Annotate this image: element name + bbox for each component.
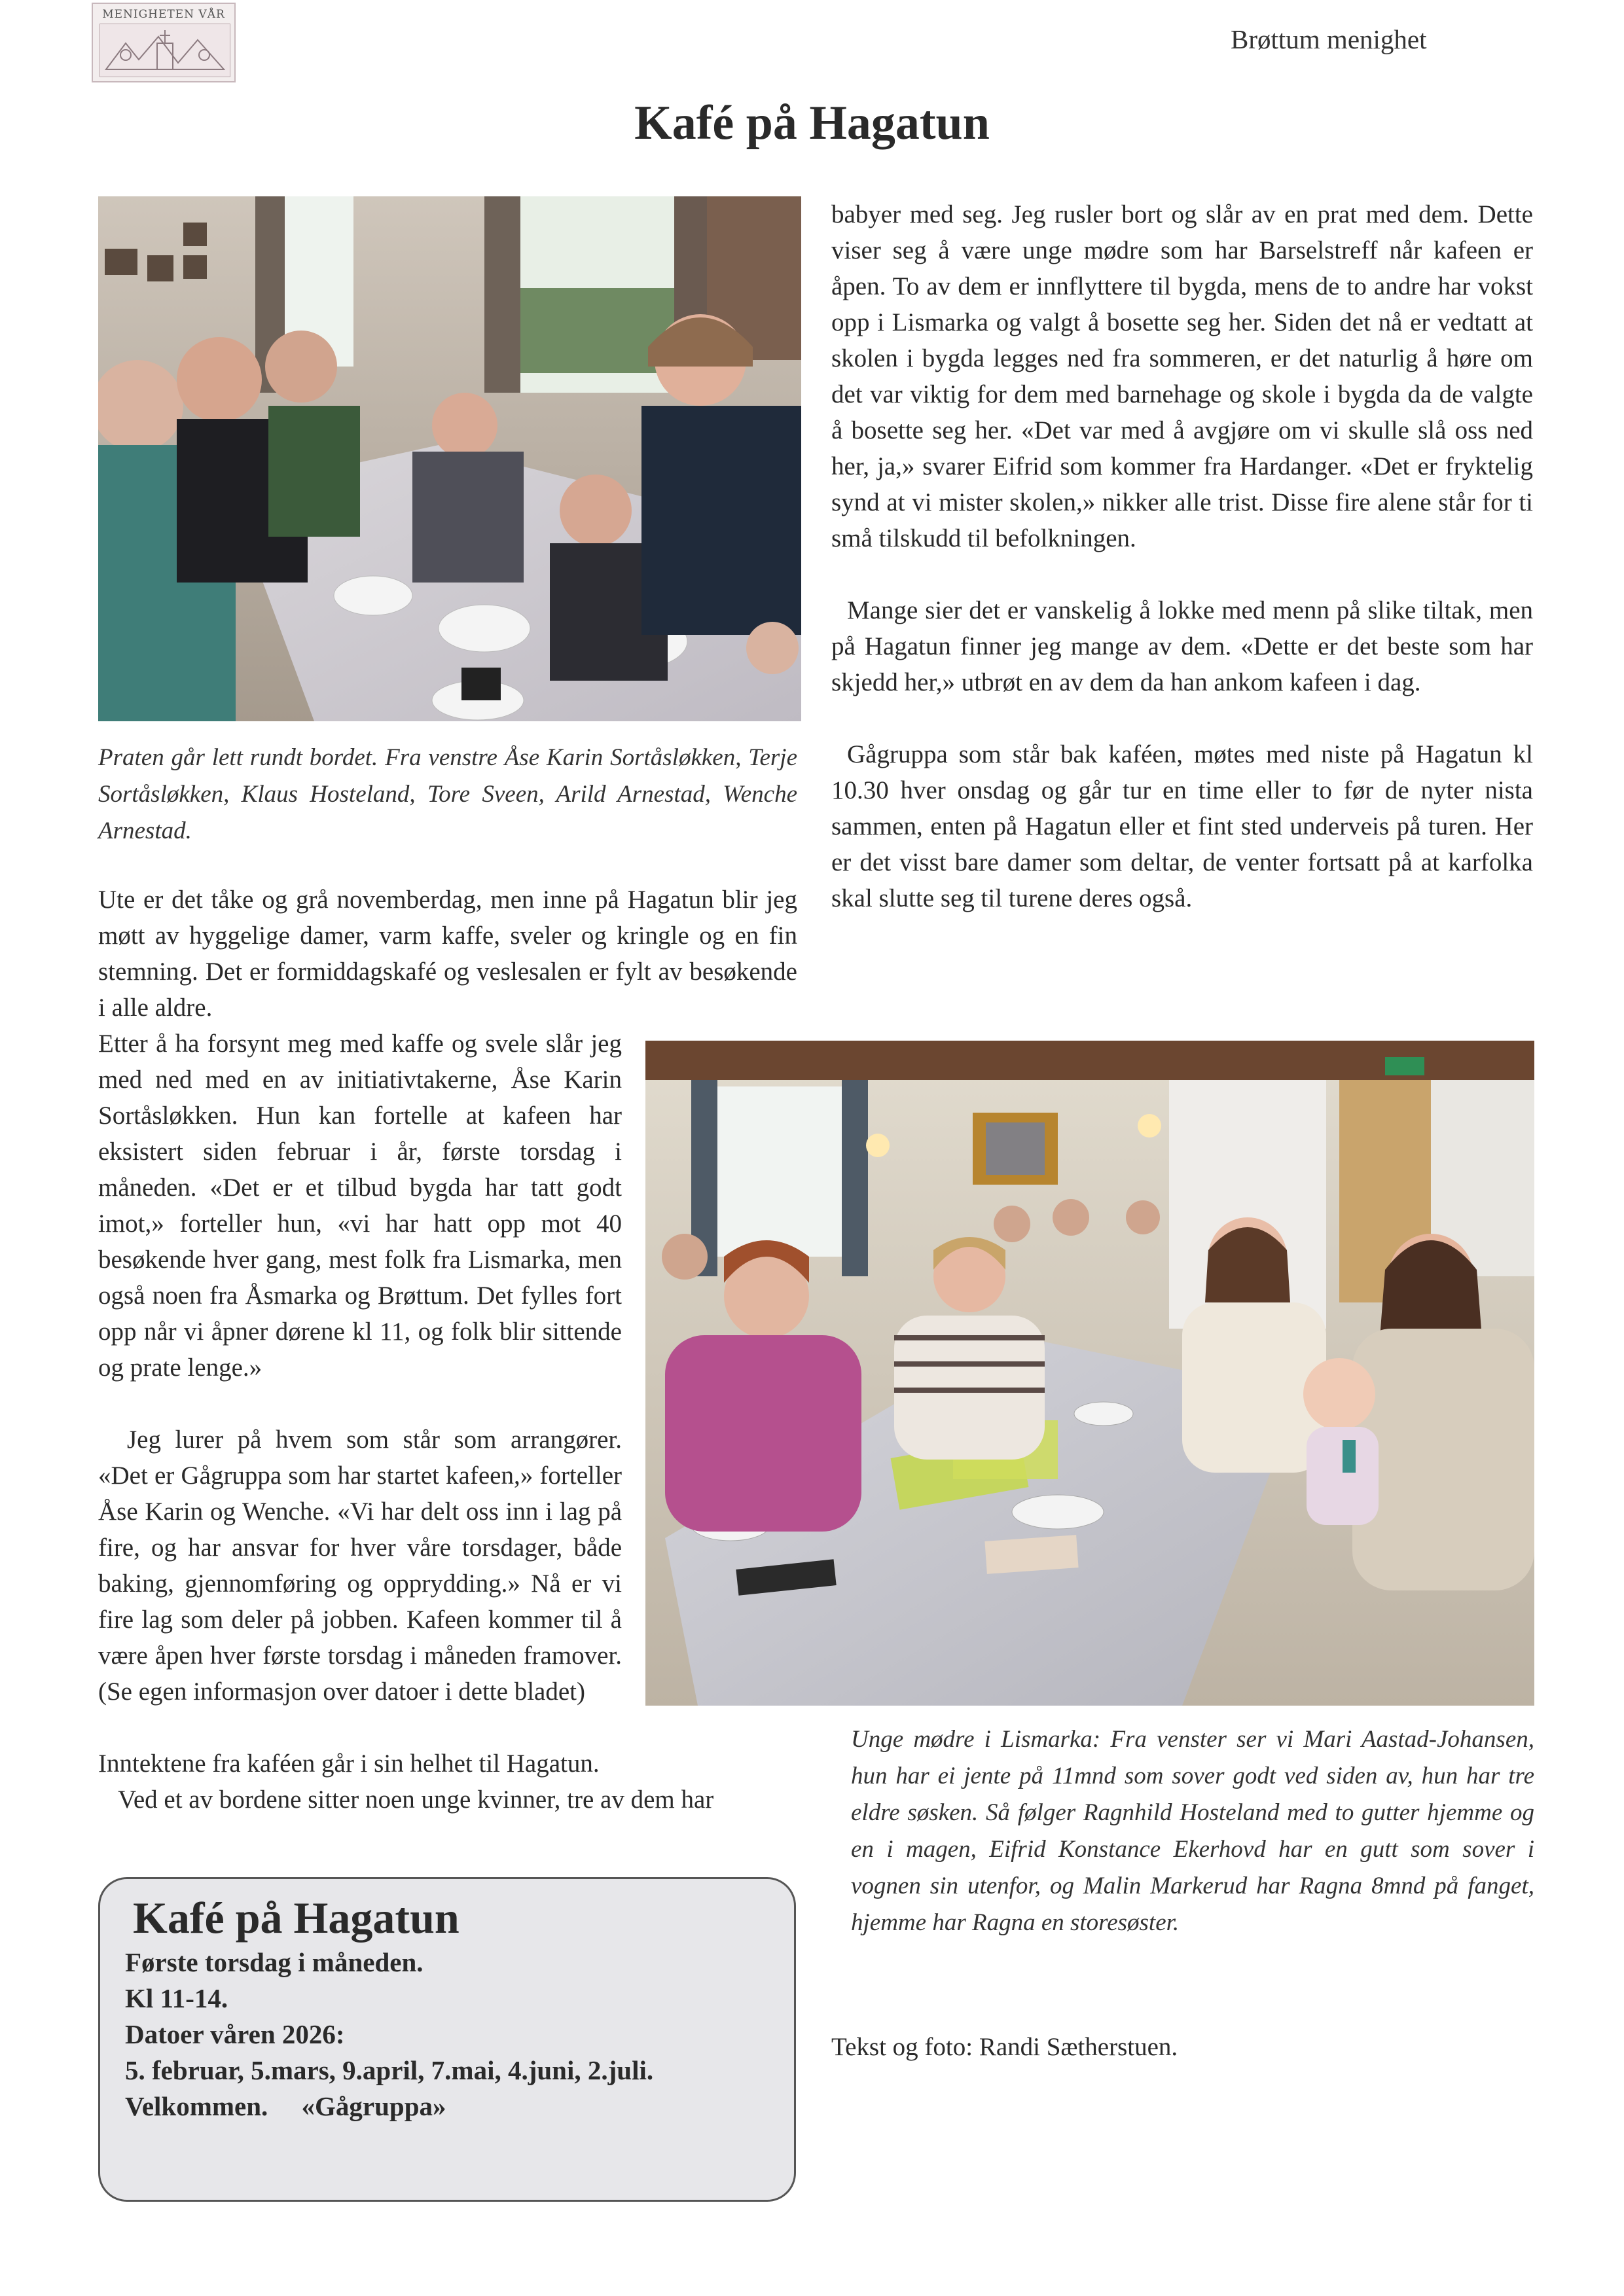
cafe-info-box xyxy=(98,1877,796,2202)
left-paragraph-2: Jeg lurer på hvem som står som arrangører. «Det er Gågruppa som har startet kafeen,» forteller Åse Karin og Wenche. «Vi har delt oss inn i lag på fire, og har ansvar for hver våre torsdager, både baking, gjennomføring og opprydding.» Nå er vi fire lag som deler på jobben. Kafeen kommer til å være åpen hver første torsdag i måneden framover. (Se egen informasjon over datoer i dette bladet) xyxy=(98,1426,622,1706)
info-line-dates-heading: Datoer våren 2026: xyxy=(125,2019,345,2049)
info-box-title: Kafé på Hagatun xyxy=(133,1893,460,1943)
parish-name: Brøttum menighet xyxy=(1231,24,1427,54)
photo2-caption: Unge mødre i Lismarka: Fra venster ser vi Mari Aastad-Johansen, hun har ei jente på 11mnd som sover godt ved siden av, hun har tre eldre søsken. Så følger Ragnhild Hosteland med to gutter hjemme og en i magen, Eifrid Konstance Ekerhovd har en gutt som sover i vognen sin utenfor, og Malin Markerud har Ragna 8mnd på fanget, hjemme har Ragna en storesøster. xyxy=(851,1726,1534,1936)
photo-cafe-table-image xyxy=(98,196,801,721)
photo-cafe-table xyxy=(98,196,801,721)
logo-text: MENIGHETEN VÅR xyxy=(102,8,225,21)
left-paragraph-1a: Ute er det tåke og grå novemberdag, men inne på Hagatun blir jeg møtt av hyggelige damer, varm kaffe, sveler og kringle og en fin stemning. Det er formiddagskafé og veslesalen er fylt av besøkende i alle aldre. xyxy=(98,886,797,1022)
right-paragraph-3: Gågruppa som står bak kaféen, møtes med niste på Hagatun kl 10.30 hver onsdag og går tur en time eller to før de nyter nista sammen, enten på Hagatun eller et fint sted underveis på turen. Her er det visst bare damer som deltar, de venter fortsatt på at karfolka skal slutte seg til turene deres også. xyxy=(831,740,1533,912)
publication-logo xyxy=(92,3,236,82)
logo-illustration xyxy=(99,24,230,77)
left-paragraph-2-end: Inntektene fra kaféen går i sin helhet til Hagatun. xyxy=(98,1749,600,1778)
photo-young-mothers xyxy=(645,1041,1534,1706)
left-paragraph-1b: Etter å ha forsynt meg med kaffe og svele slår jeg med ned med en av initiativtakerne, Åse Karin Sortåsløkken. Hun kan fortelle at kafeen har eksistert siden februar i år, første torsdag i måneden. «Det er et tilbud bygda har tatt godt imot,» forteller hun, «vi har hatt opp mot 40 besøkende hver gang, mest folk fra Lismarka, men også noen fra Åsmarka og Brøttum. Det fylles fort opp når vi åpner dørene kl 11, og folk blir sittende og prate lenge.» xyxy=(98,1030,622,1382)
photo1-caption: Praten går lett rundt bordet. Fra venstre Åse Karin Sortåsløkken, Terje Sortåsløkken, Klaus Hosteland, Tore Sveen, Arild Arnestad, Wenche Arnestad. xyxy=(98,744,797,844)
info-line-dates: 5. februar, 5.mars, 9.april, 7.mai, 4.juni, 2.juli. xyxy=(125,2055,654,2085)
info-line-hours: Kl 11-14. xyxy=(125,1983,228,2013)
right-paragraph-1: babyer med seg. Jeg rusler bort og slår av en prat med dem. Dette viser seg å være unge mødre som har Barselstreff når kafeen er åpen. To av dem er innflyttere til bygda, mens de to andre har vokst opp i Lismarka og valgt å bosette seg her. Siden det nå er vedtatt at skolen i bygda legges ned fra sommeren, er det naturlig å høre om det var viktig for dem med barnehage og skole i bygda da de valgte å bosette seg her. «Det var med å avgjøre om vi skulle slå oss ned her, ja,» svarer Eifrid som kommer fra Hardanger. «Det er fryktelig synd at vi mister skolen,» nikker alle trist. Disse fire alene står for ti små tilskudd til befolkningen. xyxy=(831,200,1533,552)
photo-young-mothers-image xyxy=(645,1041,1534,1706)
article-title: Kafé på Hagatun xyxy=(634,96,990,150)
info-box-lines xyxy=(125,1945,653,2125)
info-line-welcome: Velkommen. «Gågruppa» xyxy=(125,2091,446,2121)
right-paragraph-2: Mange sier det er vanskelig å lokke med menn på slike tiltak, men på Hagatun finner jeg mange av dem. «Dette er det beste som har skjedd her,» utbrøt en av dem da han ankom kafeen i dag. xyxy=(831,596,1533,696)
left-paragraph-3: Ved et av bordene sitter noen unge kvinner, tre av dem har xyxy=(118,1785,714,1814)
photo-credit: Tekst og foto: Randi Sætherstuen. xyxy=(831,2033,1178,2061)
info-line-schedule: Første torsdag i måneden. xyxy=(125,1947,424,1977)
